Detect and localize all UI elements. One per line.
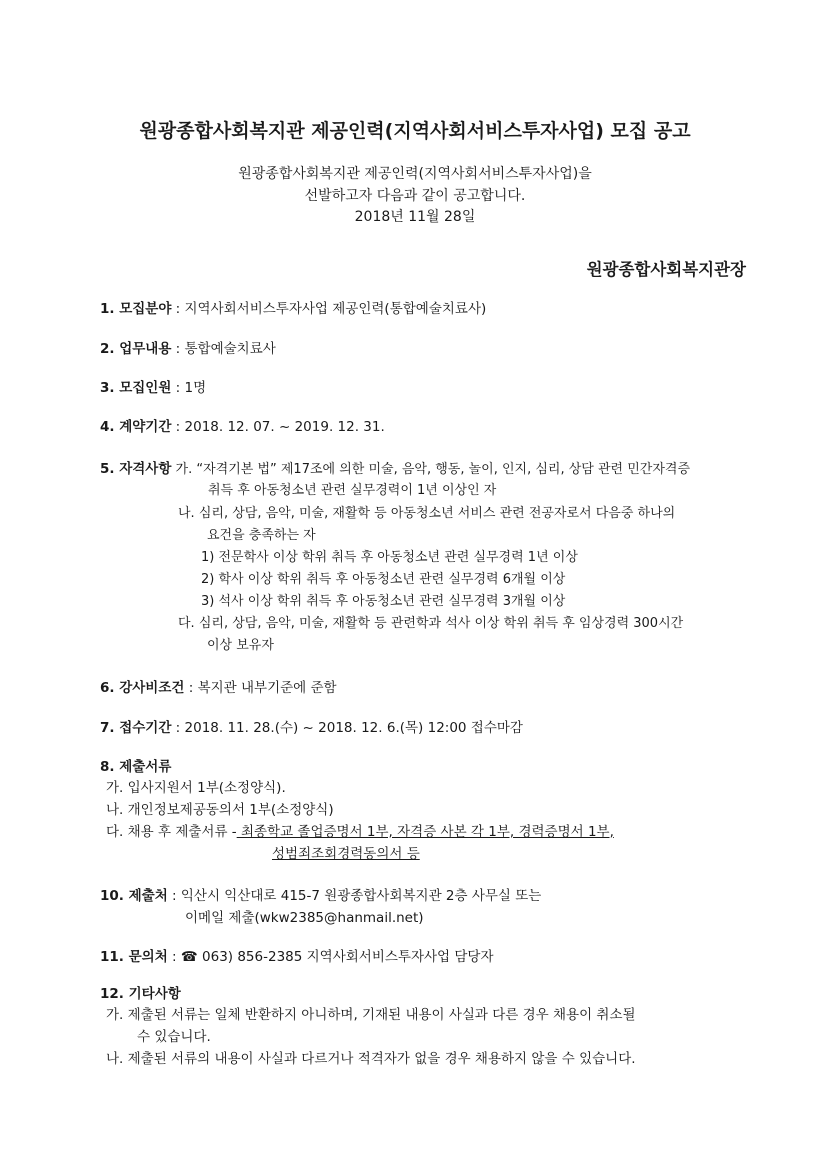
document-item-na: 나. 개인정보제공동의서 1부(소정양식) [106,802,334,818]
section-submission-place [100,884,541,904]
note-ga-line-1: 가. 제출된 서류는 일체 반환하지 아니하며, 기재된 내용이 사실과 다른 경우 채용이 취소될 [106,1007,636,1023]
qualification-na-item-3: 3) 석사 이상 학위 취득 후 아동청소년 관련 실무경력 3개월 이상 [201,594,566,609]
section-value: : 지역사회서비스투자사업 제공인력(통합예술치료사) [171,301,487,317]
document-item-ga: 가. 입사지원서 1부(소정양식). [106,780,286,796]
document-item-da-docs-cont: 성범죄조회경력동의서 등 [272,846,420,862]
contact-value: 063) 856-2385 지역사회서비스투자사업 담당자 [197,949,494,965]
section-label: 4. 계약기간 [100,419,172,435]
section-application-period [100,716,523,736]
organization-signature: 원광종합사회복지관장 [586,260,746,279]
contact-colon: : [167,949,181,965]
section-label: 2. 업무내용 [100,341,172,357]
section-value: : 2018. 11. 28.(수) ~ 2018. 12. 6.(목) 12:00 접수마감 [171,720,523,736]
section-contract-period [100,415,385,435]
section-job-description [100,337,276,357]
qualification-na-line-1: 나. 심리, 상담, 음악, 미술, 재활학 등 아동청소년 서비스 관련 전공자로서 다음중 하나의 [178,506,676,521]
intro-line-1: 원광종합사회복지관 제공인력(지역사회서비스투자사업)을 [238,166,592,182]
qualification-na-item-1: 1) 전문학사 이상 학위 취득 후 아동청소년 관련 실무경력 1년 이상 [201,550,578,565]
qualification-na-line-2: 요건을 충족하는 자 [207,528,316,543]
section-label: 6. 강사비조건 [100,680,185,696]
section-recruit-field [100,297,486,317]
document-item-da-docs: 최종학교 졸업증명서 1부, 자격증 사본 각 1부, 경력증명서 1부, [236,824,614,840]
qualification-ga-line-1: 가. “자격기본 법” 제17조에 의한 미술, 음악, 행동, 놀이, 인지, 심리, 상담 관련 민간자격증 [171,462,691,477]
submission-address: : 익산시 익산대로 415-7 원광종합사회복지관 2층 사무실 또는 [167,888,542,904]
section-label: 1. 모집분야 [100,301,172,317]
section-value: : 2018. 12. 07. ~ 2019. 12. 31. [171,419,385,435]
submission-email: 이메일 제출(wkw2385@hanmail.net) [185,910,424,926]
section-contact [100,945,494,965]
section-headcount [100,376,206,396]
phone-icon: ☎ [180,949,198,965]
section-value: : 복지관 내부기준에 준함 [184,680,337,696]
qualification-da-line-1: 다. 심리, 상담, 음악, 미술, 재활학 등 관련학과 석사 이상 학위 취득 후 임상경력 300시간 [178,616,684,631]
section-instructor-fee [100,676,337,696]
section-required-documents-label: 8. 제출서류 [100,759,172,775]
section-label: 7. 접수기간 [100,720,172,736]
intro-line-2: 선발하고자 다음과 같이 공고합니다. [304,188,526,204]
section-label: 3. 모집인원 [100,380,172,396]
section-other-notes-label: 12. 기타사항 [100,986,181,1002]
announcement-date: 2018년 11월 28일 [354,209,476,225]
qualification-na-item-2: 2) 학사 이상 학위 취득 후 아동청소년 관련 실무경력 6개월 이상 [201,572,566,587]
section-qualifications [100,457,690,477]
section-value: : 통합예술치료사 [171,341,276,357]
qualification-ga-line-2: 취득 후 아동청소년 관련 실무경력이 1년 이상인 자 [208,483,497,498]
note-ga-line-2: 수 있습니다. [137,1029,211,1045]
section-value: : 1명 [171,380,207,396]
section-label: 5. 자격사항 [100,461,172,477]
qualification-da-line-2: 이상 보유자 [207,638,274,653]
section-label: 11. 문의처 [100,949,168,965]
note-na: 나. 제출된 서류의 내용이 사실과 다르거나 적격자가 없을 경우 채용하지 않을 수 있습니다. [106,1051,636,1067]
document-item-da [106,820,614,840]
document-item-da-prefix: 다. 채용 후 제출서류 - [106,824,237,840]
document-title: 원광종합사회복지관 제공인력(지역사회서비스투자사업) 모집 공고 [139,120,691,142]
section-label: 10. 제출처 [100,888,168,904]
